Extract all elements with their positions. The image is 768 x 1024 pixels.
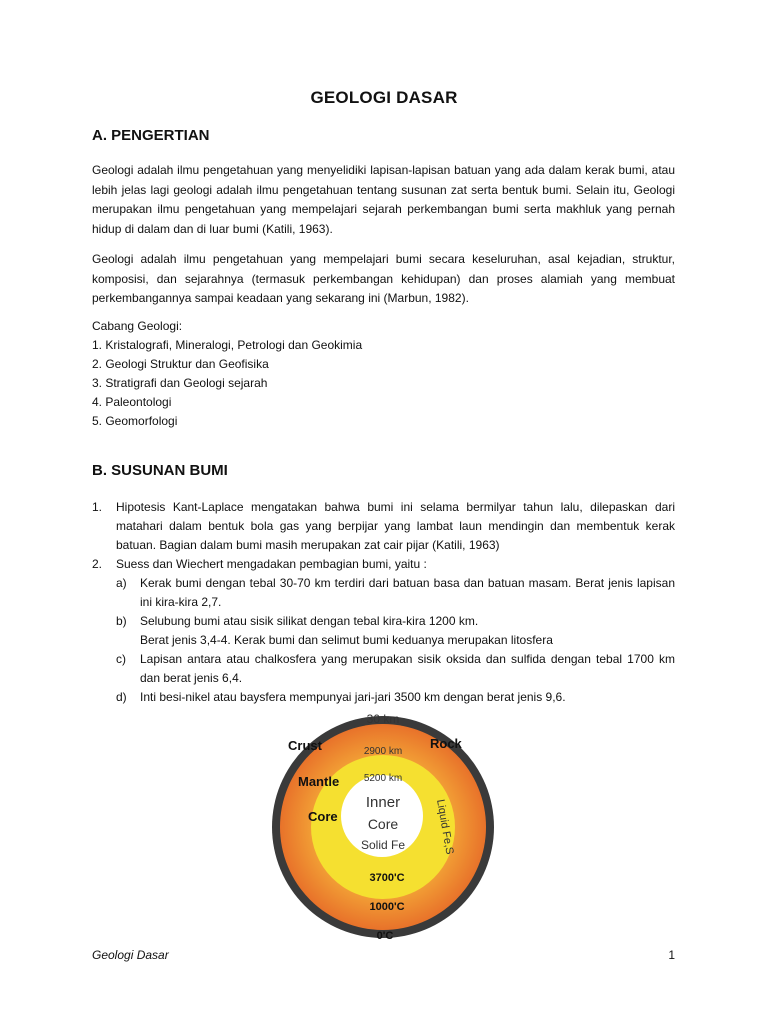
label-3700c: 3700'C	[369, 872, 405, 884]
sub-list-text-continued: Berat jenis 3,4-4. Kerak bumi dan selimut bumi keduanya merupakan litosfera	[140, 633, 553, 647]
label-30km: 30 km	[366, 712, 400, 726]
label-rock: Rock	[430, 736, 462, 751]
sub-list-item	[92, 688, 675, 707]
list-item-text: Hipotesis Kant-Laplace mengatakan bahwa bumi ini selama bermilyar tahun lalu, dilepaskan dari matahari dalam bentuk bola gas yang berpijar yang lambat laun mendingin dan membentuk kerak batuan. Bagian dalam bumi masih merupakan zat cair pijar (Katili, 1963)	[116, 500, 675, 552]
label-2900km: 2900 km	[363, 746, 403, 757]
page-number: 1	[668, 948, 675, 962]
branch-item: 5. Geomorfologi	[92, 414, 178, 428]
paragraph-definition-2: Geologi adalah ilmu pengetahuan yang mempelajari bumi secara keseluruhan, asal kejadian, struktur, komposisi, dan sejarahnya (termasuk perkembangan kehidupan) dan proses alamiah yang membuat perkembangannya sampai keadaan yang sekarang ini (Marbun, 1982).	[92, 252, 675, 305]
sub-list-item	[92, 650, 675, 688]
label-liquid-fes: Liquid Fe,S	[434, 798, 456, 856]
sub-list-item	[92, 574, 675, 612]
footer-title: Geologi Dasar	[92, 948, 169, 962]
list-item	[92, 555, 675, 574]
sub-list-item	[92, 612, 675, 650]
earth-layers-diagram	[262, 708, 506, 944]
label-core-outer: Core	[308, 809, 338, 824]
section-b-heading: B. SUSUNAN BUMI	[92, 462, 228, 479]
sub-list-letter: a)	[116, 576, 127, 590]
paragraph-definition-1: Geologi adalah ilmu pengetahuan yang menyelidiki lapisan-lapisan batuan yang ada dalam kerak bumi, atau lebih jelas lagi geologi adalah ilmu pengetahuan tentang susunan zat serta bentuk bumi. Selain itu, Geologi merupakan ilmu pengetahuan yang mempelajari sejarah perkembangan bumi serta makhluk yang pernah hidup di dalam dan di luar bumi (Katili, 1963).	[92, 163, 675, 236]
branch-item: 2. Geologi Struktur dan Geofisika	[92, 357, 269, 371]
list-item	[92, 498, 675, 555]
sub-list-letter: d)	[116, 690, 127, 704]
label-1000c: 1000'C	[369, 901, 405, 913]
sub-list-text: Inti besi-nikel atau baysfera mempunyai jari-jari 3500 km dengan berat jenis 9,6.	[140, 690, 566, 704]
sub-list-text: Lapisan antara atau chalkosfera yang merupakan sisik oksida dan sulfida dengan tebal 1700 km dan berat jenis 6,4.	[140, 652, 675, 685]
label-crust: Crust	[288, 738, 322, 753]
label-0c: 0'C	[376, 930, 394, 942]
branches-label: Cabang Geologi:	[92, 319, 183, 333]
branch-item: 3. Stratigrafi dan Geologi sejarah	[92, 376, 268, 390]
label-inner: Inner	[365, 794, 401, 811]
section-a-heading: A. PENGERTIAN	[92, 127, 210, 144]
list-number: 2.	[92, 557, 103, 571]
label-solid-fe: Solid Fe	[360, 838, 406, 852]
earth-structure-list	[92, 498, 675, 707]
sub-list-letter: b)	[116, 614, 127, 628]
branch-item: 4. Paleontologi	[92, 395, 172, 409]
label-core-inner: Core	[367, 816, 399, 832]
list-number: 1.	[92, 500, 103, 514]
page-title: GEOLOGI DASAR	[310, 88, 458, 107]
sub-list-text: Kerak bumi dengan tebal 30-70 km terdiri dari batuan basa dan batuan masam. Berat jenis lapisan ini kira-kira 2,7.	[140, 576, 675, 609]
sub-list-letter: c)	[116, 652, 126, 666]
sub-list-text: Selubung bumi atau sisik silikat dengan tebal kira-kira 1200 km.	[140, 614, 479, 628]
branch-item: 1. Kristalografi, Mineralogi, Petrologi dan Geokimia	[92, 338, 363, 352]
label-5200km: 5200 km	[363, 773, 403, 784]
label-mantle: Mantle	[298, 774, 340, 789]
list-item-text: Suess dan Wiechert mengadakan pembagian bumi, yaitu :	[116, 557, 427, 571]
